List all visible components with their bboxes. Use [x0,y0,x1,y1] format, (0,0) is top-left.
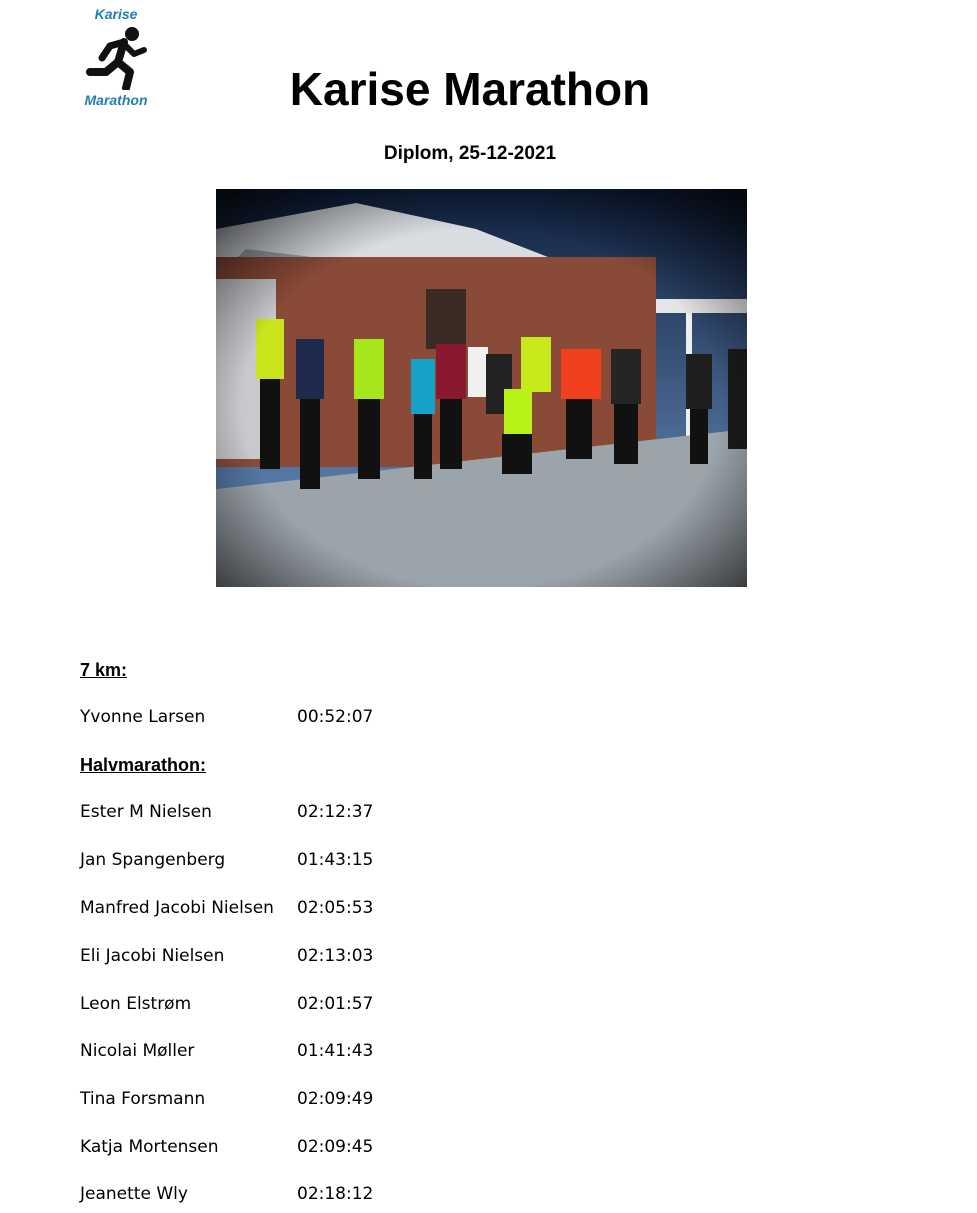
finish-time: 02:12:37 [297,802,374,822]
runner-name: Tina Forsmann [80,1089,206,1109]
finish-time: 00:52:07 [297,707,374,727]
runner-name: Manfred Jacobi Nielsen [80,898,274,918]
runner-name: Nicolai Møller [80,1041,195,1061]
section-heading-halvmarathon: Halvmarathon: [80,755,207,775]
finish-time: 01:43:15 [297,850,374,870]
finish-time: 02:13:03 [297,946,374,966]
finish-time: 02:09:49 [297,1089,374,1109]
diploma-date: Diplom, 25-12-2021 [383,143,557,164]
finish-time: 02:05:53 [297,898,374,918]
finish-time: 02:18:12 [297,1184,374,1204]
finish-time: 01:41:43 [297,1041,374,1061]
section-heading-7km: 7 km: [80,660,128,680]
runner-name: Eli Jacobi Nielsen [80,946,225,966]
group-photo [216,189,747,587]
runner-name: Jeanette Wly [80,1184,188,1204]
logo-bottom-text: Marathon [84,92,148,108]
logo-top-text: Karise [94,6,138,22]
finish-time: 02:01:57 [297,994,374,1014]
page-title: Karise Marathon [289,63,651,115]
runner-name: Ester M Nielsen [80,802,212,822]
runner-name: Katja Mortensen [80,1137,219,1157]
runner-name: Jan Spangenberg [80,850,226,870]
finish-time: 02:09:45 [297,1137,374,1157]
runner-name: Yvonne Larsen [80,707,206,727]
runner-name: Leon Elstrøm [80,994,192,1014]
